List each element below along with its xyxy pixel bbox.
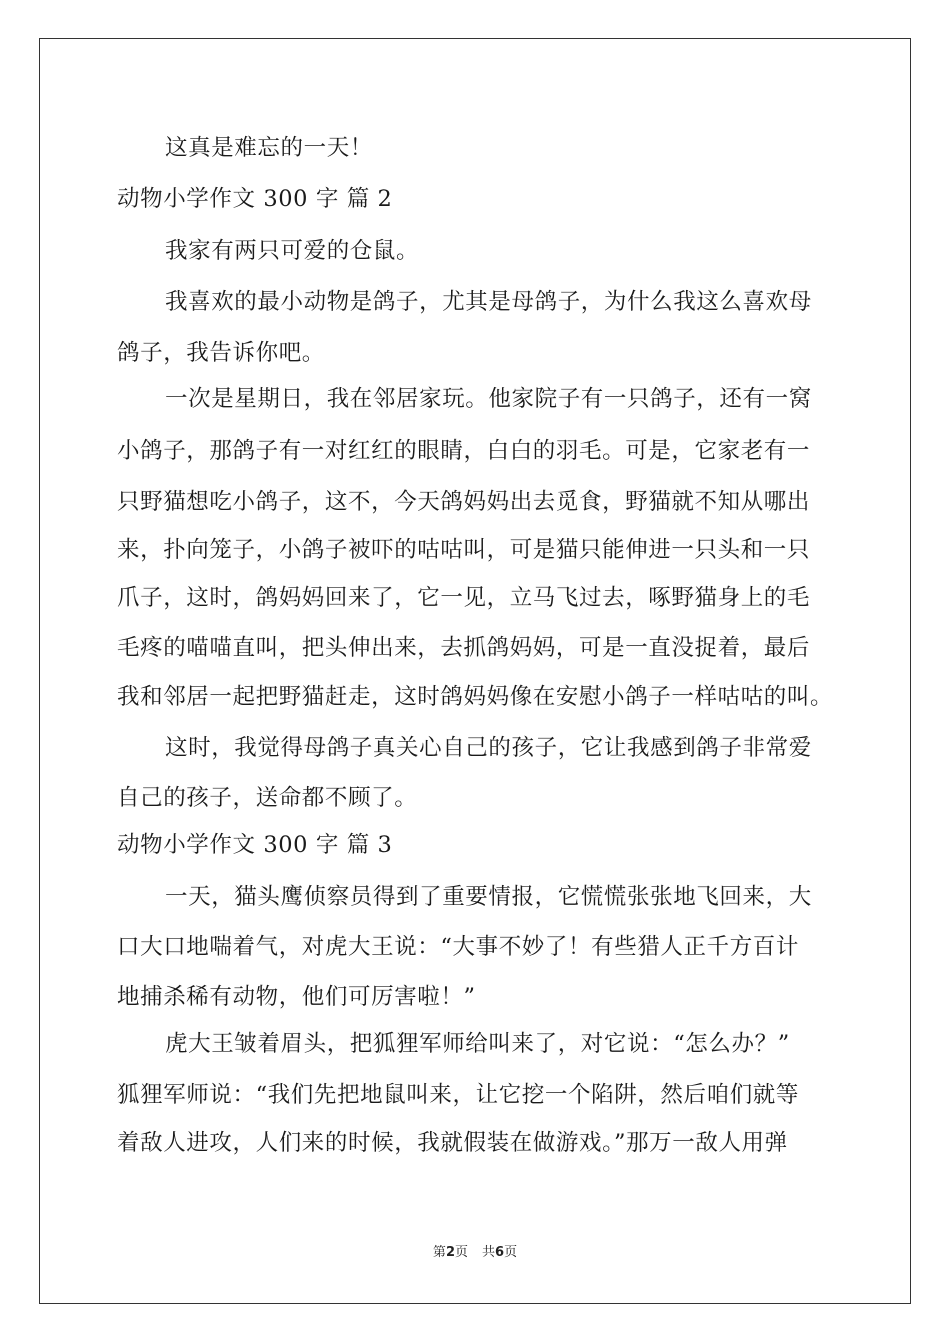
page-prefix: 第 [432,1245,446,1260]
paragraph-line: 自己的孩子，送命都不顾了。 [117,785,418,811]
paragraph-line: 一天，猫头鹰侦察员得到了重要情报，它慌慌张张地飞回来，大 [165,884,812,910]
paragraph-line: 着敌人进攻，人们来的时候，我就假装在做游戏。”那万一敌人用弹 [117,1130,788,1156]
total-suffix: 页 [504,1245,518,1260]
paragraph-line: 小鸽子，那鸽子有一对红红的眼睛，白白的羽毛。可是，它家老有一 [117,438,811,464]
total-pages: 6 [495,1245,505,1260]
section-heading: 动物小学作文 300 字 篇 3 [117,832,393,858]
paragraph-line: 我和邻居一起把野猫赶走，这时鸽妈妈像在安慰小鸽子一样咕咕的叫。 [117,684,834,710]
page-number: 2 [445,1245,455,1260]
paragraph-line: 爪子，这时，鸽妈妈回来了，它一见，立马飞过去，啄野猫身上的毛 [117,585,811,611]
paragraph-line: 虎大王皱着眉头，把狐狸军师给叫来了，对它说：“怎么办？” [165,1031,790,1057]
paragraph-line: 只野猫想吃小鸽子，这不，今天鸽妈妈出去觅食，野猫就不知从哪出 [117,489,811,515]
paragraph-line: 这时，我觉得母鸽子真关心自己的孩子，它让我感到鸽子非常爱 [165,735,812,761]
paragraph-line: 地捕杀稀有动物，他们可厉害啦！” [117,984,476,1010]
paragraph-line: 一次是星期日，我在邻居家玩。他家院子有一只鸽子，还有一窝 [165,386,812,412]
paragraph-line: 鸽子，我告诉你吧。 [117,340,325,366]
page-footer [0,1244,950,1262]
paragraph-line: 狐狸军师说：“我们先把地鼠叫来，让它挖一个陷阱，然后咱们就等 [117,1082,800,1108]
paragraph-line: 来，扑向笼子，小鸽子被吓的咕咕叫，可是猫只能伸进一只头和一只 [117,537,811,563]
section-heading: 动物小学作文 300 字 篇 2 [117,186,393,212]
page-border [39,38,911,1304]
paragraph-line: 毛疼的喵喵直叫，把头伸出来，去抓鸽妈妈，可是一直没捉着，最后 [117,635,811,661]
paragraph-line: 我喜欢的最小动物是鸽子，尤其是母鸽子，为什么我这么喜欢母 [165,289,812,315]
page-suffix: 页 [454,1245,468,1260]
paragraph-line: 口大口地喘着气，对虎大王说：“大事不妙了！有些猎人正千方百计 [117,934,800,960]
paragraph-line: 这真是难忘的一天！ [165,135,373,161]
paragraph-line: 我家有两只可爱的仓鼠。 [165,238,420,264]
total-prefix: 共 [482,1245,496,1260]
